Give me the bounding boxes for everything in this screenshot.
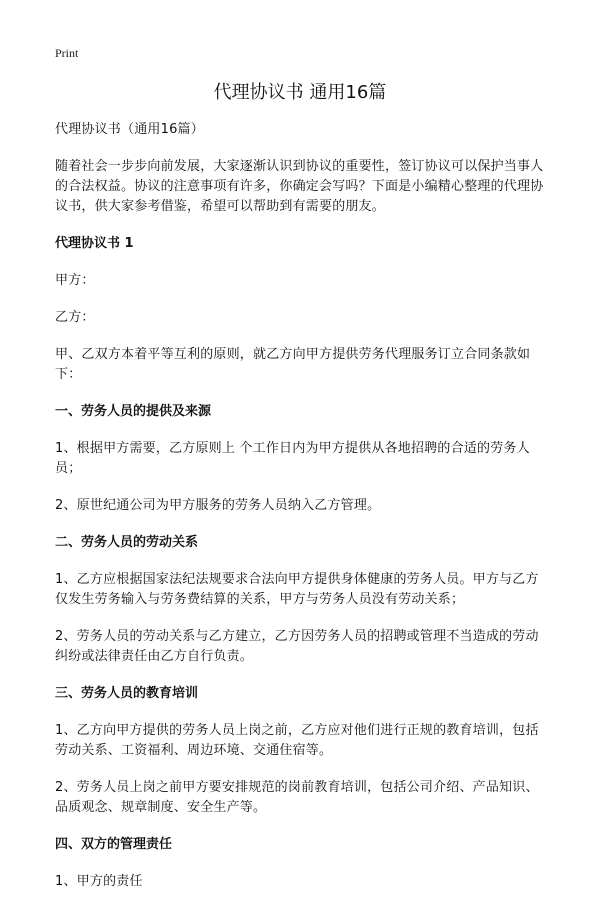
clause-item: 1、根据甲方需要，乙方原则上 个工作日内为甲方提供从各地招聘的合适的劳务人员； [55, 441, 530, 476]
clause-item: 2、劳务人员上岗之前甲方要安排规范的岗前教育培训，包括公司介绍、产品知识、品质观念、规章制度、安全生产等。 [55, 780, 539, 815]
party-b-label: 乙方： [55, 310, 95, 325]
clause-heading: 二、劳务人员的劳动关系 [55, 535, 199, 550]
clause-item: 2、原世纪通公司为甲方服务的劳务人员纳入乙方管理。 [55, 498, 381, 513]
intro-paragraph: 随着社会一步步向前发展，大家逐渐认识到协议的重要性，签订协议可以保护当事人的合法权益。协议的注意事项有许多，你确定会写吗？下面是小编精心整理的代理协议书，供大家参考借鉴，希望可以帮助到有需要的朋友。 [55, 159, 544, 214]
document-body [55, 120, 550, 909]
clause-item: 1、甲方的责任 [55, 874, 143, 889]
clause-heading: 四、双方的管理责任 [55, 837, 173, 852]
clause-item: 1、乙方应根据国家法纪法规要求合法向甲方提供身体健康的劳务人员。甲方与乙方仅发生劳务输入与劳务费结算的关系，甲方与劳务人员没有劳动关系； [55, 572, 539, 607]
clause-item: 2、劳务人员的劳动关系与乙方建立，乙方因劳务人员的招聘或管理不当造成的劳动纠纷或法律责任由乙方自行负责。 [55, 629, 539, 664]
clause-heading: 一、劳务人员的提供及来源 [55, 404, 212, 419]
print-link[interactable]: Print [55, 46, 79, 60]
clause-item: 1、乙方向甲方提供的劳务人员上岗之前，乙方应对他们进行正规的教育培训，包括劳动关系、工资福利、周边环境、交通住宿等。 [55, 723, 539, 758]
section-heading: 代理协议书 1 [55, 236, 134, 251]
party-a-label: 甲方： [55, 273, 95, 288]
preamble-paragraph: 甲、乙双方本着平等互利的原则，就乙方向甲方提供劳务代理服务订立合同条款如下： [55, 347, 531, 382]
clause-heading: 三、劳务人员的教育培训 [55, 686, 199, 701]
document-subtitle: 代理协议书（通用16篇） [55, 122, 204, 137]
document-title: 代理协议书 通用16篇 [213, 82, 387, 103]
